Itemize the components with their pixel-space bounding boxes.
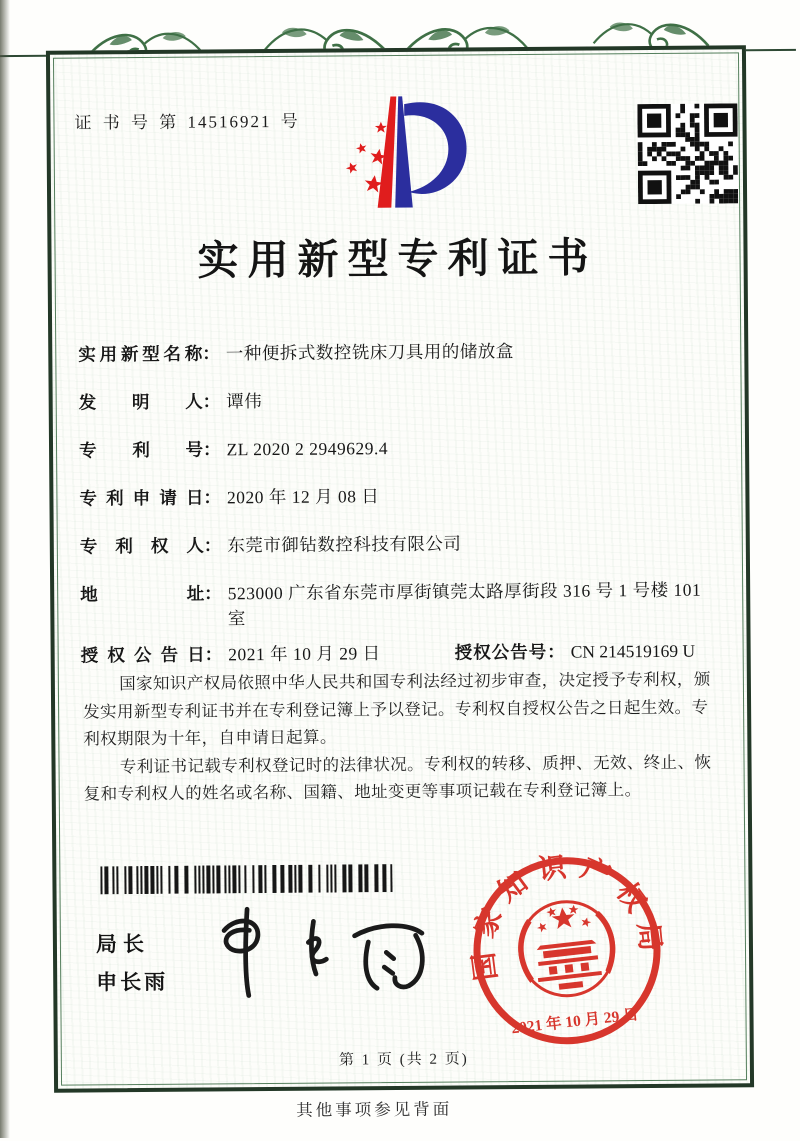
field-label: 授权公告日 xyxy=(81,643,205,669)
field-value: 2020 年 12 月 08 日 xyxy=(227,481,728,510)
national-emblem-icon xyxy=(513,897,620,1001)
field-row-utility-model-name: 实用新型名称 ： 一种便拆式数控铣床刀具用的储放盒 xyxy=(78,337,726,367)
field-label: 专利权人 xyxy=(80,534,204,560)
field-value: 东莞市御钻数控科技有限公司 xyxy=(227,529,728,558)
field-label: 专利申请日 xyxy=(79,486,203,512)
field-label: 发明人 xyxy=(79,390,203,416)
field-value: 谭伟 xyxy=(226,385,727,414)
page-number: 第 1 页 (共 2 页) xyxy=(54,1045,754,1071)
field-row-grant-number: 授权公告号 ： CN 214519169 U xyxy=(455,639,696,666)
back-side-note: 其他事项参见背面 xyxy=(4,1093,744,1123)
legal-text xyxy=(83,665,726,808)
field-value: 523000 广东省东莞市厚街镇莞太路厚街段 316 号 1 号楼 101 室 xyxy=(228,577,729,631)
seal-date: 2021 年 10 月 29 日 xyxy=(510,1004,639,1037)
field-value: 一种便拆式数控铣床刀具用的储放盒 xyxy=(226,337,727,366)
field-value: CN 214519169 U xyxy=(571,639,696,665)
field-label: 授权公告号 xyxy=(455,640,548,666)
legal-paragraph-1: 国家知识产权局依照中华人民共和国专利法经过初步审查，决定授予专利权，颁发实用新型专利证书并在专利登记簿上予以登记。专利权自授权公告之日起生效。专利权期限为十年，自申请日起算。 xyxy=(83,665,726,753)
field-row-inventor: 发明人 ： 谭伟 xyxy=(79,385,727,415)
legal-paragraph-2: 专利证书记载专利权登记时的法律状况。专利权的转移、质押、无效、终止、恢复和专利权人的姓名或名称、国籍、地址变更等事项记载在专利登记簿上。 xyxy=(83,748,725,808)
field-row-grant-date: 授权公告日 ： 2021 年 10 月 29 日 授权公告号 ： CN 214519169 U xyxy=(81,638,729,668)
field-value: 2021 年 10 月 29 日 xyxy=(228,638,729,667)
certificate-title: 实用新型专利证书 xyxy=(47,223,747,287)
photo-edge-shadow xyxy=(0,0,10,1138)
field-row-filing-date: 专利申请日 ： 2020 年 12 月 08 日 xyxy=(79,481,727,511)
director-name: 申长雨 xyxy=(96,966,168,997)
field-label: 地址 xyxy=(80,582,204,608)
field-value: ZL 2020 2 2949629.4 xyxy=(226,433,727,462)
certificate-fields xyxy=(78,337,729,691)
field-row-patent-number: 专利号 ： ZL 2020 2 2949629.4 xyxy=(79,433,727,463)
qr-code xyxy=(637,103,738,204)
field-row-address: 地址 ： 523000 广东省东莞市厚街镇莞太路厚街段 316 号 1 号楼 101 室 xyxy=(80,577,728,632)
director-signature-icon xyxy=(199,888,442,1008)
field-label: 实用新型名称 xyxy=(78,342,202,368)
official-seal xyxy=(452,836,682,1066)
certificate-number: 证 书 号 第 14516921 号 xyxy=(74,107,299,134)
cnipa-logo-icon xyxy=(318,87,475,216)
field-row-patentee: 专利权人 ： 东莞市御钻数控科技有限公司 xyxy=(80,529,728,559)
director-title: 局长 xyxy=(96,928,150,958)
seal-ring-text: 国家知识产权局 xyxy=(457,841,667,982)
field-label: 专利号 xyxy=(79,438,203,464)
